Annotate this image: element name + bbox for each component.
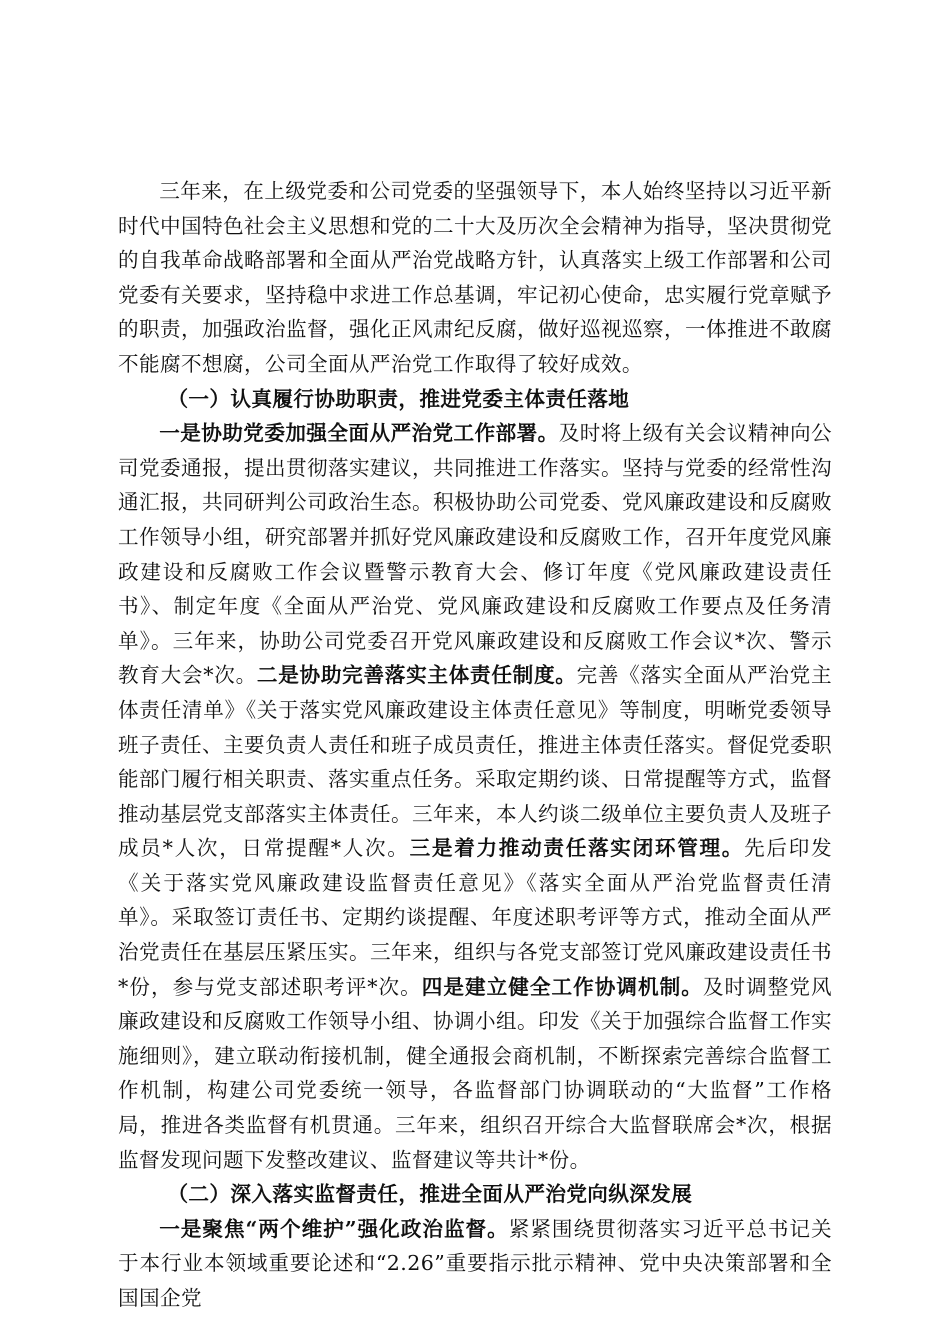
point-3-text: 先后印发《关于落实党风廉政建设监督责任意见》《落实全面从严治党监督责任清单》。采取签订责任书、定期约谈提醒、年度述职考评等方式，推动全面从严治党责任在基层压紧压实。三年来，组织与各党支部签订党风廉政建设责任书*份，参与党支部述职考评*次。 [118, 836, 833, 999]
document-page [118, 174, 832, 1316]
section-1-body [118, 416, 832, 1177]
section-2-point-1-text: 紧紧围绕贯彻落实习近平总书记关于本行业本领域重要论述和“2.26”重要指示批示精神、党中央决策部署和全国国企党 [118, 1216, 832, 1310]
point-2-title: 二是协助完善落实主体责任制度。 [256, 663, 577, 688]
section-2-point-1-title: 一是聚焦“两个维护”强化政治监督。 [159, 1216, 509, 1241]
point-2-text: 完善《落实全面从严治党主体责任清单》《关于落实党风廉政建设主体责任意见》等制度，明晰党委领导班子责任、主要负责人责任和班子成员责任，推进主体责任落实。督促党委职能部门履行相关职责、落实重点任务。采取定期约谈、日常提醒等方式，监督推动基层党支部落实主体责任。三年来，本人约谈二级单位主要负责人及班子成员*人次，日常提醒*人次。 [118, 663, 832, 861]
point-4-title: 四是建立健全工作协调机制。 [421, 974, 703, 999]
point-1-text: 及时将上级有关会议精神向公司党委通报，提出贯彻落实建议，共同推进工作落实。坚持与党委的经常性沟通汇报，共同研判公司政治生态。积极协助公司党委、党风廉政建设和反腐败工作领导小组，研究部署并抓好党风廉政建设和反腐败工作，召开年度党风廉政建设和反腐败工作会议暨警示教育大会、修订年度《党风廉政建设责任书》、制定年度《全面从严治党、党风廉政建设和反腐败工作要点及任务清单》。三年来，协助公司党委召开党风廉政建设和反腐败工作会议*次、警示教育大会*次。 [118, 421, 832, 688]
section-2-heading: （二）深入落实监督责任，推进全面从严治党向纵深发展 [167, 1182, 693, 1207]
section-1-heading: （一）认真履行协助职责，推进党委主体责任落地 [167, 386, 630, 411]
point-1-title: 一是协助党委加强全面从严治党工作部署。 [159, 421, 559, 446]
intro-paragraph: 三年来，在上级党委和公司党委的坚强领导下，本人始终坚持以习近平新时代中国特色社会主义思想和党的二十大及历次全会精神为指导，坚决贯彻党的自我革命战略部署和全面从严治党战略方针，认真落实上级工作部署和公司党委有关要求，坚持稳中求进工作总基调，牢记初心使命，忠实履行党章赋予的职责，加强政治监督，强化正风肃纪反腐，做好巡视巡察，一体推进不敢腐不能腐不想腐，公司全面从严治党工作取得了较好成效。 [118, 179, 832, 376]
section-2-body [118, 1212, 832, 1316]
point-4-text: 及时调整党风廉政建设和反腐败工作领导小组、协调小组。印发《关于加强综合监督工作实施细则》，建立联动衔接机制，健全通报会商机制，不断探索完善综合监督工作机制，构建公司党委统一领导，各监督部门协调联动的“大监督”工作格局，推进各类监督有机贯通。三年来，组织召开综合大监督联席会*次，根据监督发现问题下发整改建议、监督建议等共计*份。 [118, 974, 833, 1172]
point-3-title: 三是着力推动责任落实闭环管理。 [409, 836, 745, 861]
